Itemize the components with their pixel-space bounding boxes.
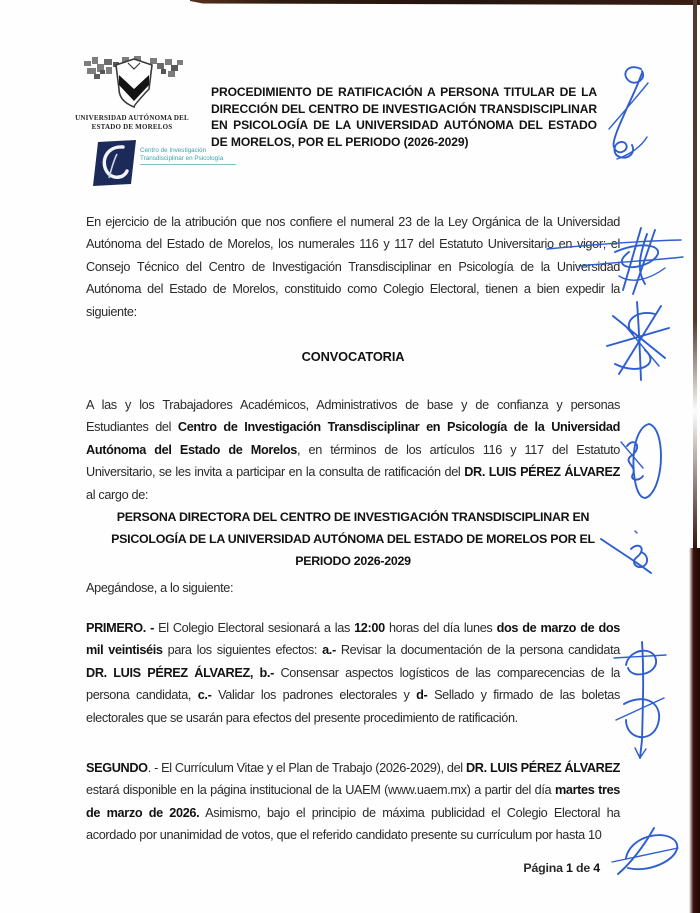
signature-ink-2 [545,226,685,296]
apegandose-line: Apegándose, a lo siguiente: [86,581,234,595]
signature-ink-6 [610,640,670,766]
university-name-caption [62,114,202,131]
uaem-coat-of-arms-icon [82,55,186,117]
primero-paragraph: PRIMERO. - El Colegio Electoral sesionará a las 12:00 horas del día lunes dos de marzo de dos mil veintiséis para los siguientes efectos: a.- Revisar la documentación de la persona candidata DR. LUIS PÉREZ ÁLVAREZ, b.- Consensar aspectos logísticos de las comparecencias de la persona candidata, c.- Validar los padrones electorales y d- Sellado y firmado de las boletas electorales que se usarán para efectos del presente procedimiento de ratificación. [86,621,620,725]
signature-ink-4 [615,420,671,504]
signature-ink-5 [597,527,655,581]
signature-ink-7 [608,822,684,878]
scan-right-edge-shadow [689,548,700,913]
scan-top-edge [190,0,700,5]
university-name-line1: UNIVERSIDAD AUTÓNOMA DEL [75,114,189,122]
citpsi-caption-line2: Transdisciplinar en Psicología [140,154,224,162]
convocatoria-heading: CONVOCATORIA [301,349,405,364]
position-heading: PERSONA DIRECTORA DEL CENTRO DE INVESTIGACIÓN TRANSDISCIPLINAR EN PSICOLOGÍA DE LA UNIVERSIDAD AUTÓNOMA DEL ESTADO DE MORELOS POR EL PERIODO 2026-2029 [111,510,595,568]
document-title: PROCEDIMIENTO DE RATIFICACIÓN A PERSONA TITULAR DE LA DIRECCIÓN DEL CENTRO DE INVESTIGACIÓN TRANSDISCIPLINAR EN PSICOLOGÍA DE LA UNIVERSIDAD AUTÓNOMA DEL ESTADO DE MORELOS, POR EL PERIODO (2026-2029) [211,85,597,149]
segundo-paragraph: SEGUNDO. - El Currículum Vitae y el Plan de Trabajo (2026-2029), del DR. LUIS PÉREZ ÁLVAREZ estará disponible en la página institucional de la UAEM (www.uaem.mx) a partir del día martes tres de marzo de 2026. Asimismo, bajo el principio de máxima publicidad el Colegio Electoral ha acordado por unanimidad de votos, que el referido candidato presente su currículum por hasta 10 [86,761,621,843]
invitation-paragraph: A las y los Trabajadores Académicos, Administrativos de base y de confianza y personas Estudiantes del Centro de Investigación Transdisciplinar en Psicología de la Universidad Autónoma del Estado de Morelos, en términos de los artículos 116 y 117 del Estatuto Universitario, se les invita a participar en la consulta de ratificación del DR. LUIS PÉREZ ÁLVAREZ al cargo de: [86,398,620,502]
citpsi-caption-line1: Centro de Investigación [140,147,207,154]
university-name-line2: ESTADO DE MORELOS [91,122,173,131]
citpsi-logo-icon [93,140,137,186]
signature-ink-3 [603,300,673,385]
page-number: Página 1 de 4 [523,861,600,875]
signature-ink-1 [601,63,659,168]
intro-paragraph: En ejercicio de la atribución que nos confiere el numeral 23 de la Ley Orgánica de la Universidad Autónoma del Estado de Morelos, los numerales 116 y 117 del Estatuto Universitario en vigor; el Consejo Técnico del Centro de Investigación Transdisciplinar en Psicología de la Universidad Autónoma del Estado de Morelos, constituido como Colegio Electoral, tienen a bien expedir la siguiente: [86,215,620,319]
